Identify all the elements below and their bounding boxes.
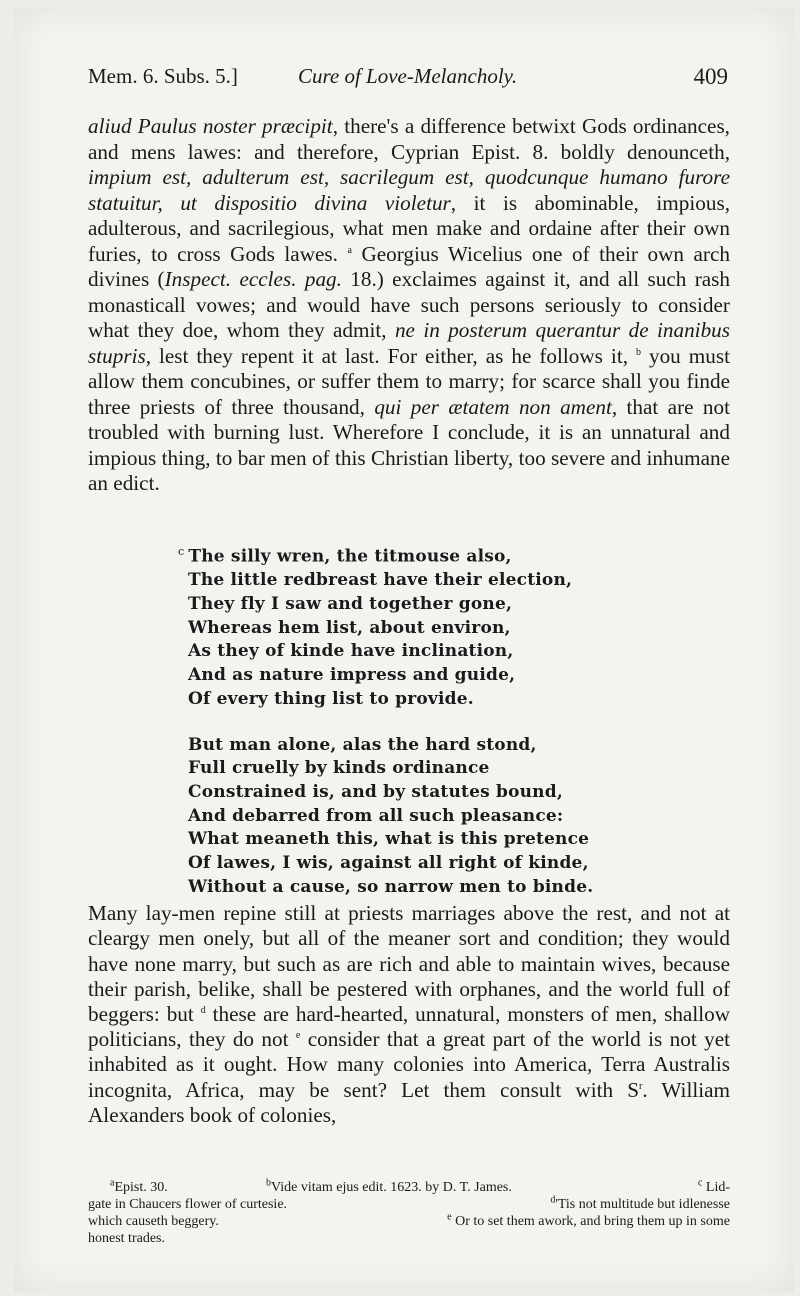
paragraph-1-run: , that are not troubled with burning lust. Wherefore I conclude, it is an unnatural and impious thing, to bar men of this Christian liberty, too severe and inhumane an edict.	[88, 394, 730, 495]
verse-line: And debarred from all such pleasance:	[188, 805, 564, 826]
footnote-row-3	[88, 1211, 730, 1231]
verse-stanza-1	[178, 540, 658, 712]
paragraph-2-run: d	[200, 1004, 206, 1016]
footnote-d: $^d$'Tis not multitude but idlenesse	[550, 1194, 730, 1212]
paragraph-2-text	[88, 901, 730, 1128]
paragraph-1-run: , lest they repent it at last. For either, as he follows it,	[145, 343, 636, 368]
footnote-a: $^a$Epist. 30.	[110, 1177, 168, 1195]
verse-line: Of every thing list to provide.	[188, 688, 474, 709]
paragraph-1-run: , there's a difference betwixt Gods ordinances, and mens lawes: and therefore, Cyprian Epist. 8. boldly denounceth,	[88, 114, 730, 164]
paragraph-1-run: you must allow them concubines, or suffer them to marry; for scarce shall you finde three priests of three thousand,	[88, 343, 730, 419]
paragraph-1-run: b	[636, 346, 641, 358]
verse-line: And as nature impress and guide,	[188, 665, 516, 686]
verse-line: Of lawes, I wis, against all right of kinde,	[188, 853, 589, 874]
section-reference: Mem. 6. Subs. 5.]	[88, 64, 238, 88]
verse-footnote-marker: c	[178, 545, 185, 558]
page-number: 409	[693, 64, 728, 89]
verse-line: Full cruelly by kinds ordinance	[188, 758, 490, 779]
verse-line: Without a cause, so narrow men to binde.	[188, 876, 594, 897]
paragraph-1-run: aliud Paulus noster præcipit	[88, 114, 333, 138]
paragraph-2-run: Many lay-men repine still at priests marriages above the rest, and not at cleargy men onely, but all of the meaner sort and condition; they would have none marry, but such as are rich and able to maintain wives, because their parish, belike, shall be pestered with orphanes, and the world full of beggers: but	[88, 901, 730, 1026]
paragraph-1-text	[88, 114, 730, 497]
paragraph-1-run: ne in posterum querantur de inanibus stupris	[88, 318, 731, 368]
paragraph-1-run: a	[347, 244, 352, 256]
footnote-d-cont: which causeth beggery.	[88, 1214, 219, 1229]
verse-line: Constrained is, and by statutes bound,	[188, 781, 563, 802]
verse-line: The little redbreast have their election,	[188, 570, 573, 591]
verse-line: What meaneth this, what is this pretence	[188, 829, 590, 850]
paragraph-1-run: , it is abominable, impious, adulterous, and sacrilegious, what men make and ordaine after their own furies, to cross Gods lawes.	[88, 190, 730, 266]
footnote-row-1	[88, 1177, 730, 1197]
paragraph-2-run: r	[639, 1080, 643, 1092]
paragraph-1-run: qui per ætatem non ament	[374, 394, 612, 419]
verse-line: Whereas hem list, about environ,	[188, 617, 511, 638]
paragraph-1-run: impium est, adulterum est, sacrilegum est, quodcunque humano furore statuitur, ut dispositio divina violetur	[88, 165, 730, 215]
verse-line: But man alone, alas the hard stond,	[188, 734, 537, 755]
footnotes	[88, 1177, 730, 1248]
footnote-e-cont: honest trades.	[88, 1231, 165, 1246]
paragraph-1	[88, 114, 730, 497]
paragraph-1-run: Inspect. eccles. pag.	[164, 267, 342, 291]
footnote-b: $^b$Vide vitam ejus edit. 1623. by D. T. James.	[266, 1177, 512, 1195]
verse-line: $^c$ The silly wren, the titmouse also,	[178, 545, 512, 567]
footnote-e: $^e$ Or to set them awork, and bring them up in some	[447, 1211, 730, 1229]
footnote-c-cont: gate in Chaucers flower of curtesie.	[88, 1197, 288, 1212]
paragraph-2-run: . William Alexanders book of colonies,	[88, 1077, 730, 1127]
paragraph-2	[88, 880, 730, 1149]
verse-block	[178, 540, 658, 922]
paragraph-1-run: Georgius Wicelius one of their own arch divines (	[88, 241, 730, 291]
running-title: Cure of Love-Melancholy.	[298, 64, 518, 88]
footnote-row-2	[88, 1194, 730, 1214]
paragraph-2-run: consider that a great part of the world is not yet inhabited as it ought. How many colonies into America, Terra Australis incognita, Africa, may be sent? Let them consult with S	[88, 1027, 730, 1102]
running-header	[88, 64, 728, 98]
paragraph-1-run: 18.) exclaimes against it, and all such rash monasticall vowes; and would have such persons seriously to consider what they doe, whom they admit,	[88, 267, 730, 342]
footnote-c-start: $^c$ Lid-	[697, 1177, 730, 1195]
paragraph-2-run: e	[295, 1030, 301, 1042]
verse-stanza-2	[188, 734, 658, 900]
paragraph-2-run: these are hard-hearted, unnatural, monsters of men, shallow politicians, they do not	[88, 1002, 730, 1052]
verse-line: They fly I saw and together gone,	[188, 594, 513, 615]
footnote-row-4	[88, 1231, 730, 1248]
verse-line: As they of kinde have inclination,	[188, 641, 514, 662]
